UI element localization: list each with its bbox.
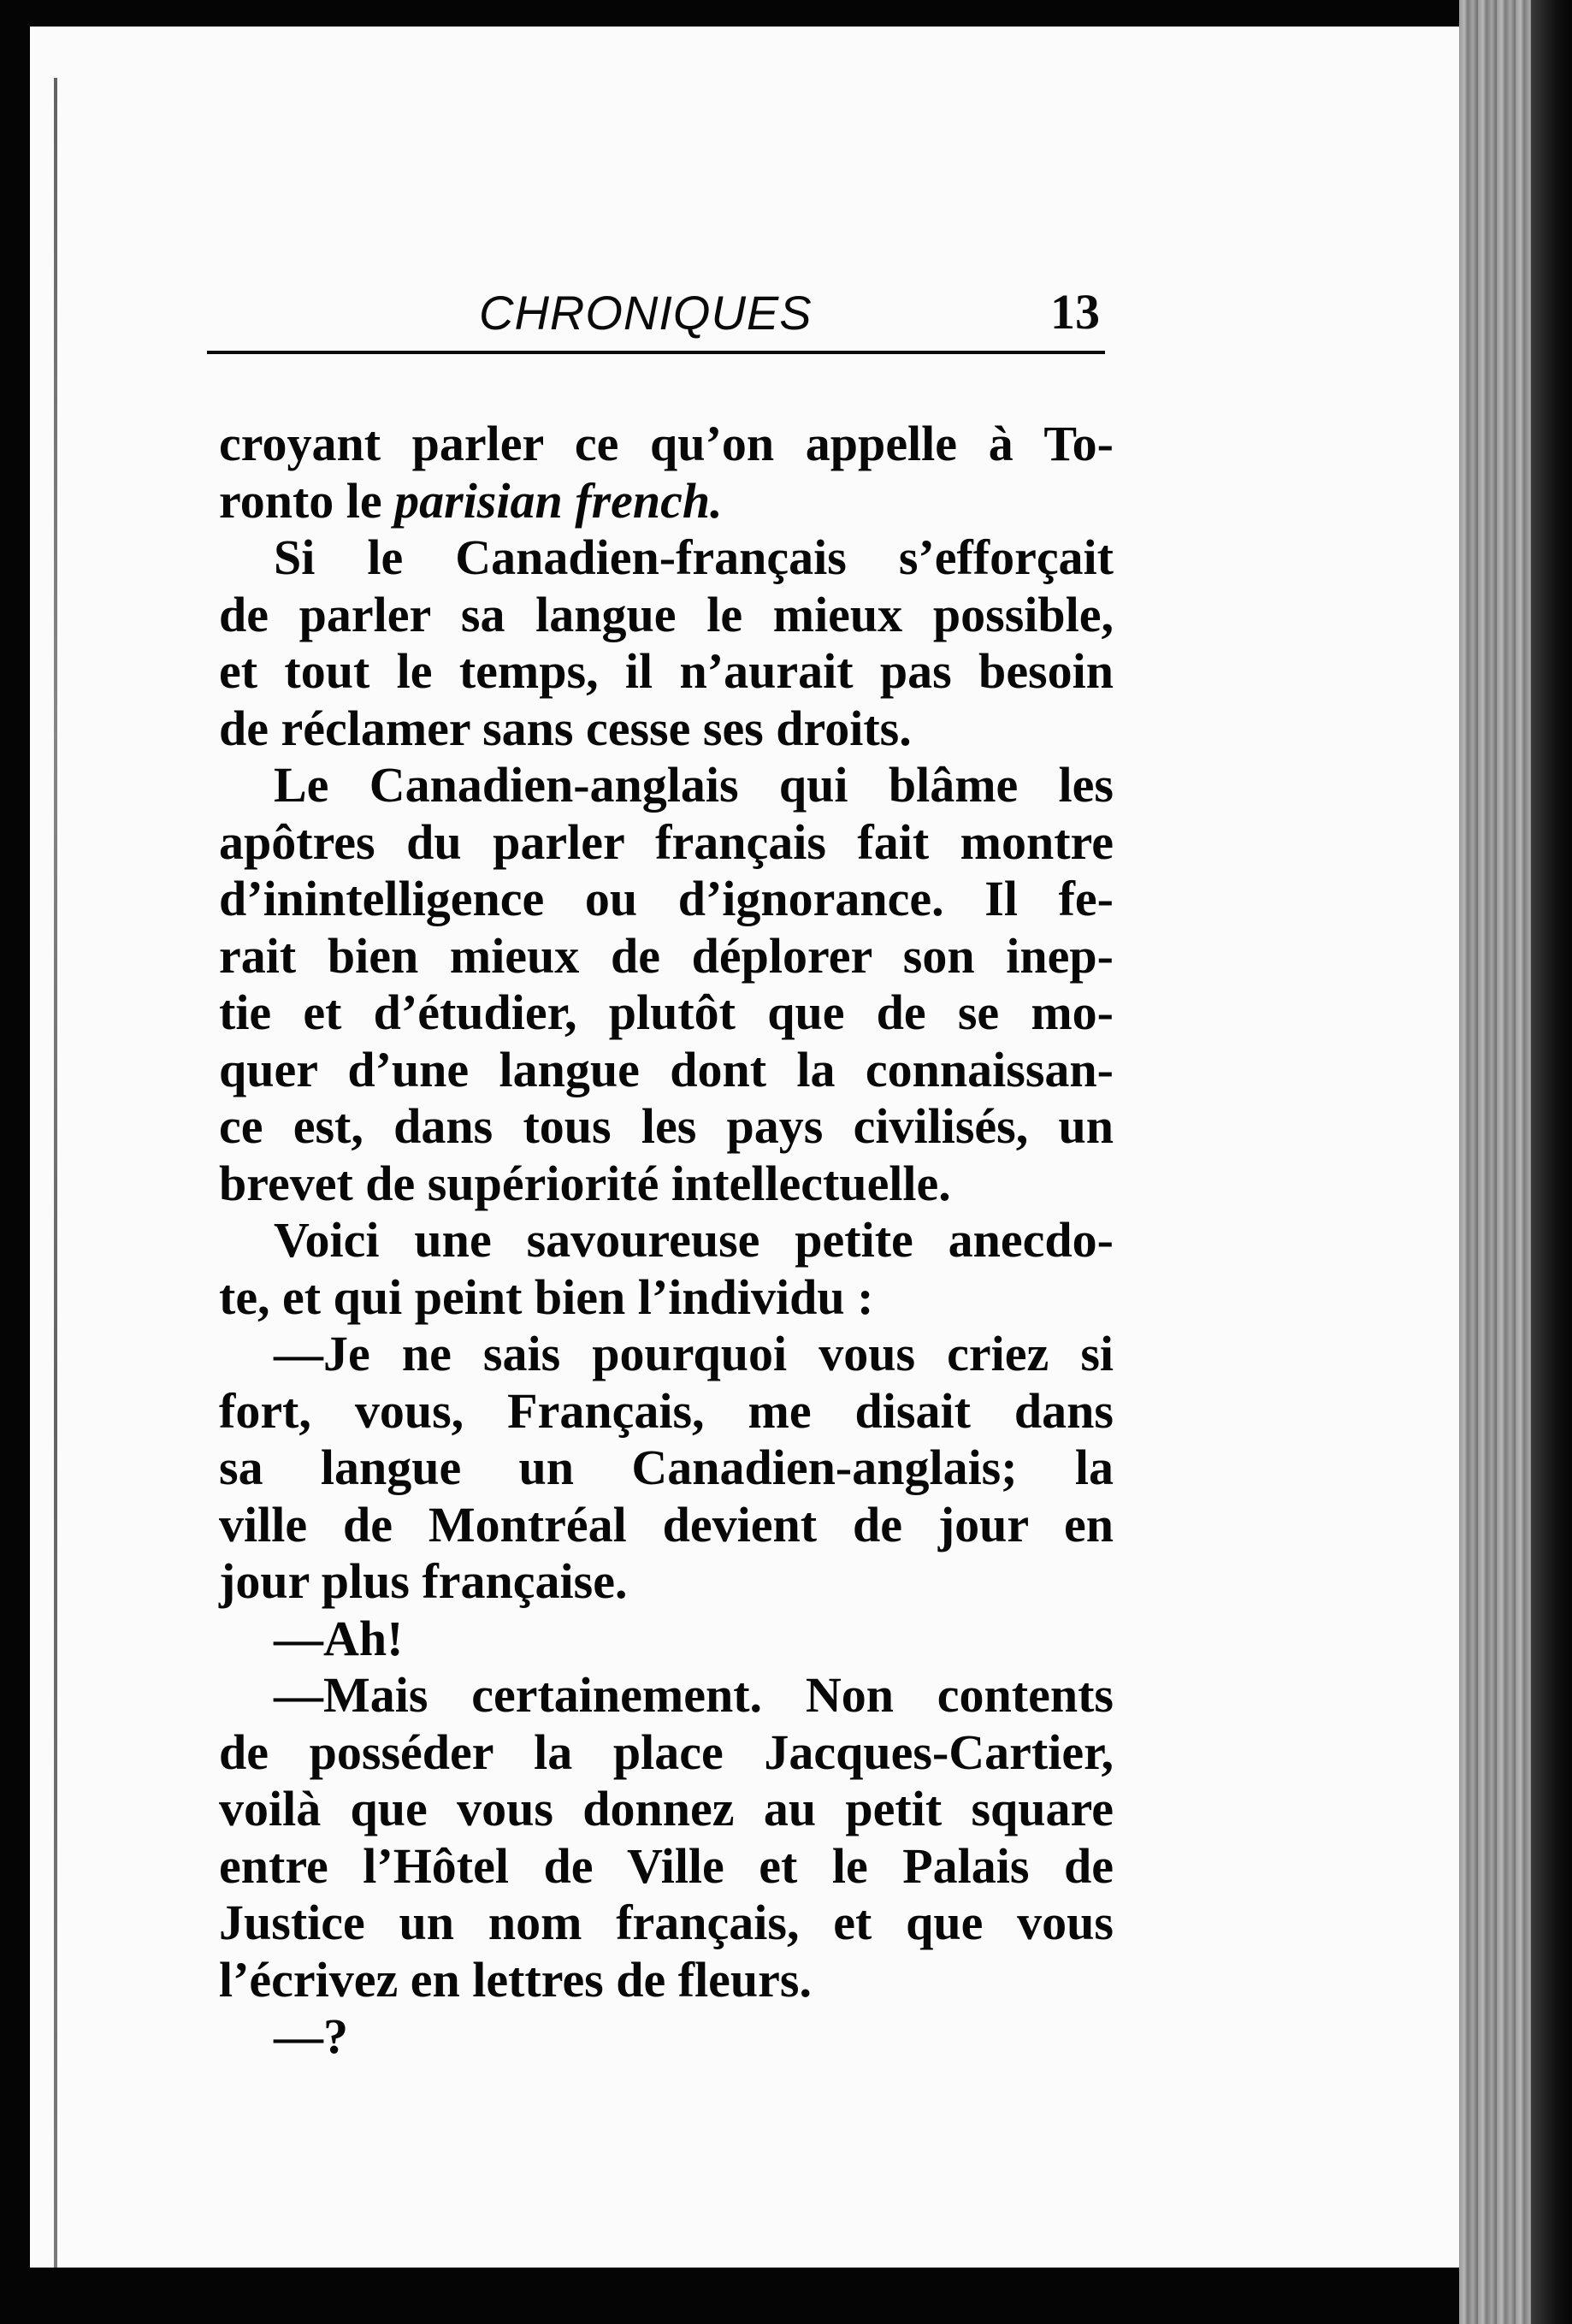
book-binding-shadow xyxy=(1531,0,1572,2324)
text-line: entre l’Hôtel de Ville et le Palais de xyxy=(219,1837,1114,1894)
paragraph-first-line: —Je ne sais pourquoi vous criez si xyxy=(274,1326,1114,1381)
body-text xyxy=(219,416,1114,2066)
running-head-title: CHRONIQUES xyxy=(479,286,813,340)
text-line: quer d’une langue dont la connaissan- xyxy=(219,1041,1114,1097)
header-rule xyxy=(207,351,1105,354)
text-line: sa langue un Canadien-anglais; la xyxy=(219,1440,1114,1495)
text-line: ce est, dans tous les pays civilisés, un xyxy=(219,1098,1114,1154)
paragraph-first-line: —Mais certainement. Non contents xyxy=(274,1667,1114,1723)
text-line: apôtres du parler français fait montre xyxy=(219,813,1114,870)
text-line-italic: parisian french. xyxy=(394,472,723,529)
dialogue-line: —? xyxy=(274,2008,348,2064)
page-number: 13 xyxy=(1050,284,1100,340)
paragraph-last-line: jour plus française. xyxy=(219,1553,628,1609)
text-line: de parler sa langue le mieux possible, xyxy=(219,586,1114,642)
paragraph-first-line: Le Canadien-anglais qui blâme les xyxy=(274,757,1114,813)
text-line xyxy=(219,473,1114,530)
text-line: Justice un nom français, et que vous xyxy=(219,1895,1114,1950)
text-line: et tout le temps, il n’aurait pas besoin xyxy=(219,643,1114,699)
text-line: voilà que vous donnez au petit square xyxy=(219,1781,1114,1836)
paragraph-last-line: de réclamer sans cesse ses droits. xyxy=(219,700,912,756)
paragraph-first-line: Voici une savoureuse petite anecdo- xyxy=(274,1212,1114,1268)
text-line: ville de Montréal devient de jour en xyxy=(219,1496,1114,1552)
paragraph-last-line: l’écrivez en lettres de fleurs. xyxy=(219,1951,812,2008)
text-line-plain: ronto le xyxy=(219,472,395,529)
page-left-edge xyxy=(54,78,57,2268)
text-line: fort, vous, Français, me disait dans xyxy=(219,1382,1114,1439)
text-line: croyant parler ce qu’on appelle à To- xyxy=(219,416,1114,471)
paragraph-last-line: brevet de supériorité intellectuelle. xyxy=(219,1155,951,1211)
text-line: d’inintelligence ou d’ignorance. Il fe- xyxy=(219,871,1114,926)
paragraph-first-line: Si le Canadien-français s’efforçait xyxy=(274,529,1114,585)
text-line: rait bien mieux de déplorer son inep- xyxy=(219,927,1114,984)
dialogue-line: —Ah! xyxy=(274,1610,404,1666)
paragraph-last-line: te, et qui peint bien l’individu : xyxy=(219,1268,874,1325)
text-line: tie et d’étudier, plutôt que de se mo- xyxy=(219,985,1114,1040)
text-line: de posséder la place Jacques-Cartier, xyxy=(219,1724,1114,1780)
